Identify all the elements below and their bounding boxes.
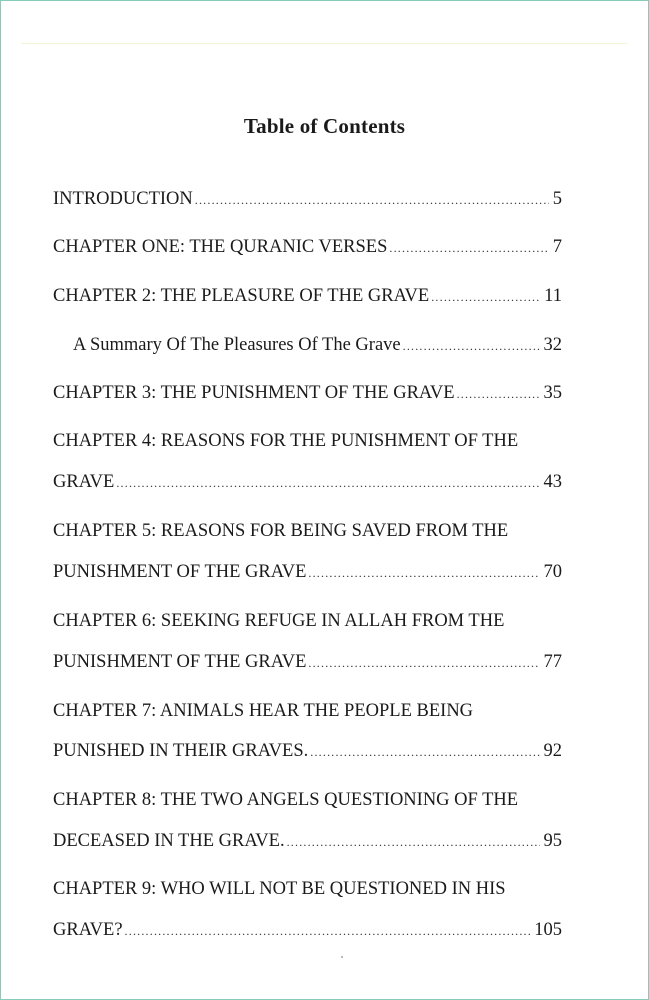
toc-entry-chapter-6-line1: CHAPTER 6: SEEKING REFUGE IN ALLAH FROM THE [53, 611, 505, 631]
dot-leader [308, 562, 539, 584]
toc-entry-page: 32 [543, 335, 562, 355]
toc-entry-label: CHAPTER 2: THE PLEASURE OF THE GRAVE [53, 286, 430, 306]
dot-leader [431, 286, 540, 308]
toc-entry-label: PUNISHMENT OF THE GRAVE [53, 562, 307, 582]
toc-entry-chapter-9-line1: CHAPTER 9: WHO WILL NOT BE QUESTIONED IN HIS [53, 879, 506, 899]
toc-entry-chapter-8 [53, 830, 562, 853]
toc-entry-chapter-4 [53, 471, 562, 494]
toc-entry-chapter-3 [53, 382, 562, 405]
dot-leader [389, 237, 548, 259]
toc-entry-label: GRAVE [53, 472, 115, 492]
toc-entry-label: DECEASED IN THE GRAVE. [53, 831, 285, 851]
toc-entry-page: 43 [543, 472, 562, 492]
toc-entry-page: 77 [543, 652, 562, 672]
toc-entry-summary [73, 334, 562, 357]
dot-leader [125, 920, 531, 942]
toc-entry-page: 7 [552, 237, 562, 257]
toc-entry-label: INTRODUCTION [53, 189, 193, 209]
page-title: Table of Contents [243, 114, 406, 138]
toc-entry-chapter-6 [53, 651, 562, 674]
top-divider [21, 43, 628, 44]
toc-entry-chapter-8-line1: CHAPTER 8: THE TWO ANGELS QUESTIONING OF THE [53, 790, 519, 810]
toc-entry-page: 70 [543, 562, 562, 582]
toc-entry-label: CHAPTER 3: THE PUNISHMENT OF THE GRAVE [53, 383, 455, 403]
dot-leader [287, 831, 540, 853]
toc-entry-page: 11 [544, 286, 562, 306]
toc-entry-chapter-7-line1: CHAPTER 7: ANIMALS HEAR THE PEOPLE BEING [53, 701, 474, 721]
toc-entry-page: 92 [543, 741, 562, 761]
dot-leader [308, 652, 539, 674]
toc-entry-chapter-2 [53, 285, 562, 308]
page-speck [341, 956, 343, 958]
toc-entry-chapter-9 [53, 919, 562, 942]
dot-leader [310, 741, 539, 763]
toc-entry-introduction [53, 188, 562, 211]
toc-entry-chapter-1 [53, 236, 562, 259]
toc-entry-chapter-5 [53, 561, 562, 584]
toc-entry-label: CHAPTER ONE: THE QURANIC VERSES [53, 237, 388, 257]
dot-leader [403, 335, 540, 357]
toc-entry-page: 35 [543, 383, 562, 403]
toc-entry-page: 5 [552, 189, 562, 209]
dot-leader [116, 472, 539, 494]
toc-entry-page: 105 [534, 920, 562, 940]
toc-entry-chapter-4-line1: CHAPTER 4: REASONS FOR THE PUNISHMENT OF THE [53, 431, 519, 451]
toc-entry-page: 95 [543, 831, 562, 851]
toc-entry-label: GRAVE? [53, 920, 123, 940]
toc-entry-label: PUNISHED IN THEIR GRAVES. [53, 741, 309, 761]
dot-leader [195, 189, 549, 211]
toc-entry-chapter-7 [53, 740, 562, 763]
toc-entry-label: A Summary Of The Pleasures Of The Grave [73, 335, 401, 355]
toc-entry-label: PUNISHMENT OF THE GRAVE [53, 652, 307, 672]
dot-leader [457, 383, 540, 405]
toc-entry-chapter-5-line1: CHAPTER 5: REASONS FOR BEING SAVED FROM THE [53, 521, 509, 541]
